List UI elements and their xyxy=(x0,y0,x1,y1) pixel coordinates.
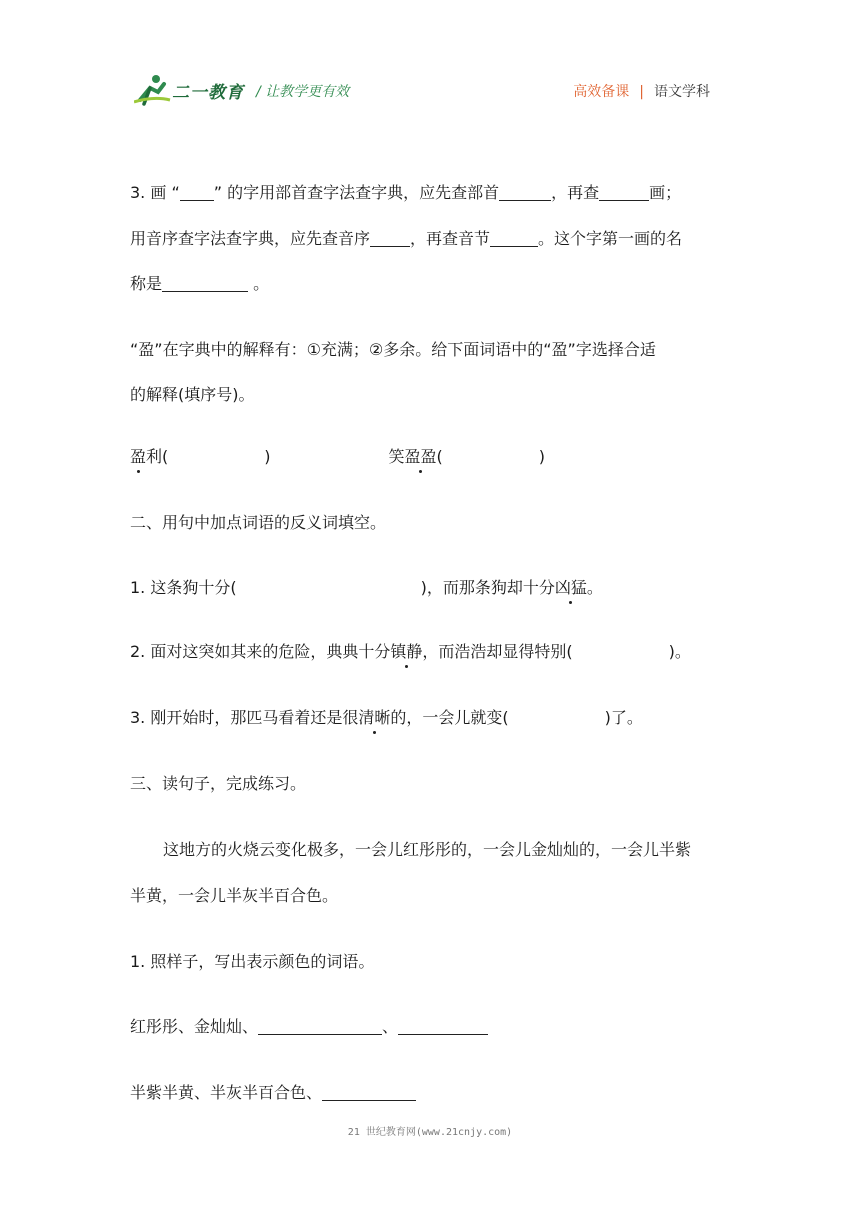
s2-q2-b: ，而浩浩却显得特别( xyxy=(422,642,573,661)
word-2-pre: 笑 xyxy=(388,447,405,466)
header-right xyxy=(573,81,710,101)
q3-text-h: 称是 xyxy=(130,274,163,293)
s3-answer-1 xyxy=(130,1016,488,1038)
blank-radical[interactable] xyxy=(499,184,551,201)
s2-q1-c: 。 xyxy=(586,578,603,597)
ying-words xyxy=(130,446,545,468)
s2-q1-a: 1. 这条狗十分( xyxy=(130,578,237,597)
paren-open: ( xyxy=(436,447,443,466)
section-2-title: 二、用句中加点词语的反义词填空。 xyxy=(130,513,387,532)
s2-q1 xyxy=(130,577,603,599)
s2-q1-b: )，而那条狗却十分 xyxy=(420,578,555,597)
s2-q2 xyxy=(130,641,691,663)
ying-line-2: 的解释(填序号)。 xyxy=(130,385,255,404)
q3-text-e: 用音序查字法查字典，应先查音序 xyxy=(130,229,371,248)
blank[interactable] xyxy=(322,1084,416,1101)
s3-a1-sep: 、 xyxy=(382,1017,399,1036)
s2-q3-a: 3. 刚开始时，那匹马看着还是很 xyxy=(130,708,359,727)
q3-text-d: 画； xyxy=(649,183,682,202)
dotted-word: 凶猛 xyxy=(554,578,587,597)
paren-close-2: ) xyxy=(538,447,546,466)
s2-q3-b: 的，一会儿就变( xyxy=(390,708,509,727)
paren-close: ) xyxy=(264,447,271,466)
q3-line-3 xyxy=(130,273,269,295)
dotted-char: 盈 xyxy=(130,447,147,466)
dotted-word: 镇静 xyxy=(390,642,423,661)
passage-line-1: 这地方的火烧云变化极多，一会儿红彤彤的，一会儿金灿灿的，一会儿半紫 xyxy=(163,840,692,859)
section-3-title: 三、读句子，完成练习。 xyxy=(130,774,307,793)
blank-first-stroke[interactable] xyxy=(162,275,248,292)
header-tag-subject: 语文学科 xyxy=(654,84,710,100)
dotted-word: 清晰 xyxy=(358,708,391,727)
q3-line-1 xyxy=(130,182,681,204)
blank-syllable[interactable] xyxy=(490,230,538,247)
q3-text-i: 。 xyxy=(253,274,270,293)
q3-text-c: ，再查 xyxy=(551,183,600,202)
s3-answer-2 xyxy=(130,1082,416,1104)
passage-line-2: 半黄，一会儿半灰半百合色。 xyxy=(130,886,339,905)
page-footer: 21 世纪教育网(www.21cnjy.com) xyxy=(347,1127,513,1138)
blank-strokes[interactable] xyxy=(599,184,649,201)
s2-q3 xyxy=(130,707,643,729)
page-header xyxy=(0,0,860,120)
blank[interactable] xyxy=(258,1018,382,1035)
q3-text-b: ” 的字用部首查字法查字典，应先查部首 xyxy=(213,183,500,202)
ying-line-1: “盈”在字典中的解释有：①充满；②多余。给下面词语中的“盈”字选择合适 xyxy=(130,340,656,359)
s3-a2-text: 半紫半黄、半灰半百合色、 xyxy=(130,1083,323,1102)
blank[interactable] xyxy=(180,184,214,201)
header-separator: | xyxy=(639,84,644,100)
q3-text-a: 3. 画 “ xyxy=(130,183,180,202)
s2-q2-a: 2. 面对这突如其来的危险，典典十分 xyxy=(130,642,391,661)
q3-line-2 xyxy=(130,228,682,250)
dotted-chars: 盈盈 xyxy=(404,447,437,466)
header-tag-prep: 高效备课 xyxy=(573,84,630,100)
s2-q3-c: )了。 xyxy=(604,708,643,727)
q3-text-g: 。这个字第一画的名 xyxy=(538,229,683,248)
q3-text-f: ，再查音节 xyxy=(410,229,491,248)
logo-text: 二一教育 xyxy=(172,83,244,103)
s3-q1: 1. 照样子，写出表示颜色的词语。 xyxy=(130,952,375,971)
word-1: 利( xyxy=(146,447,169,466)
header-slogan: / 让教学更有效 xyxy=(256,84,350,100)
s2-q2-c: )。 xyxy=(668,642,691,661)
blank[interactable] xyxy=(398,1018,488,1035)
blank-initial[interactable] xyxy=(370,230,410,247)
s3-a1-text: 红彤彤、金灿灿、 xyxy=(130,1017,259,1036)
